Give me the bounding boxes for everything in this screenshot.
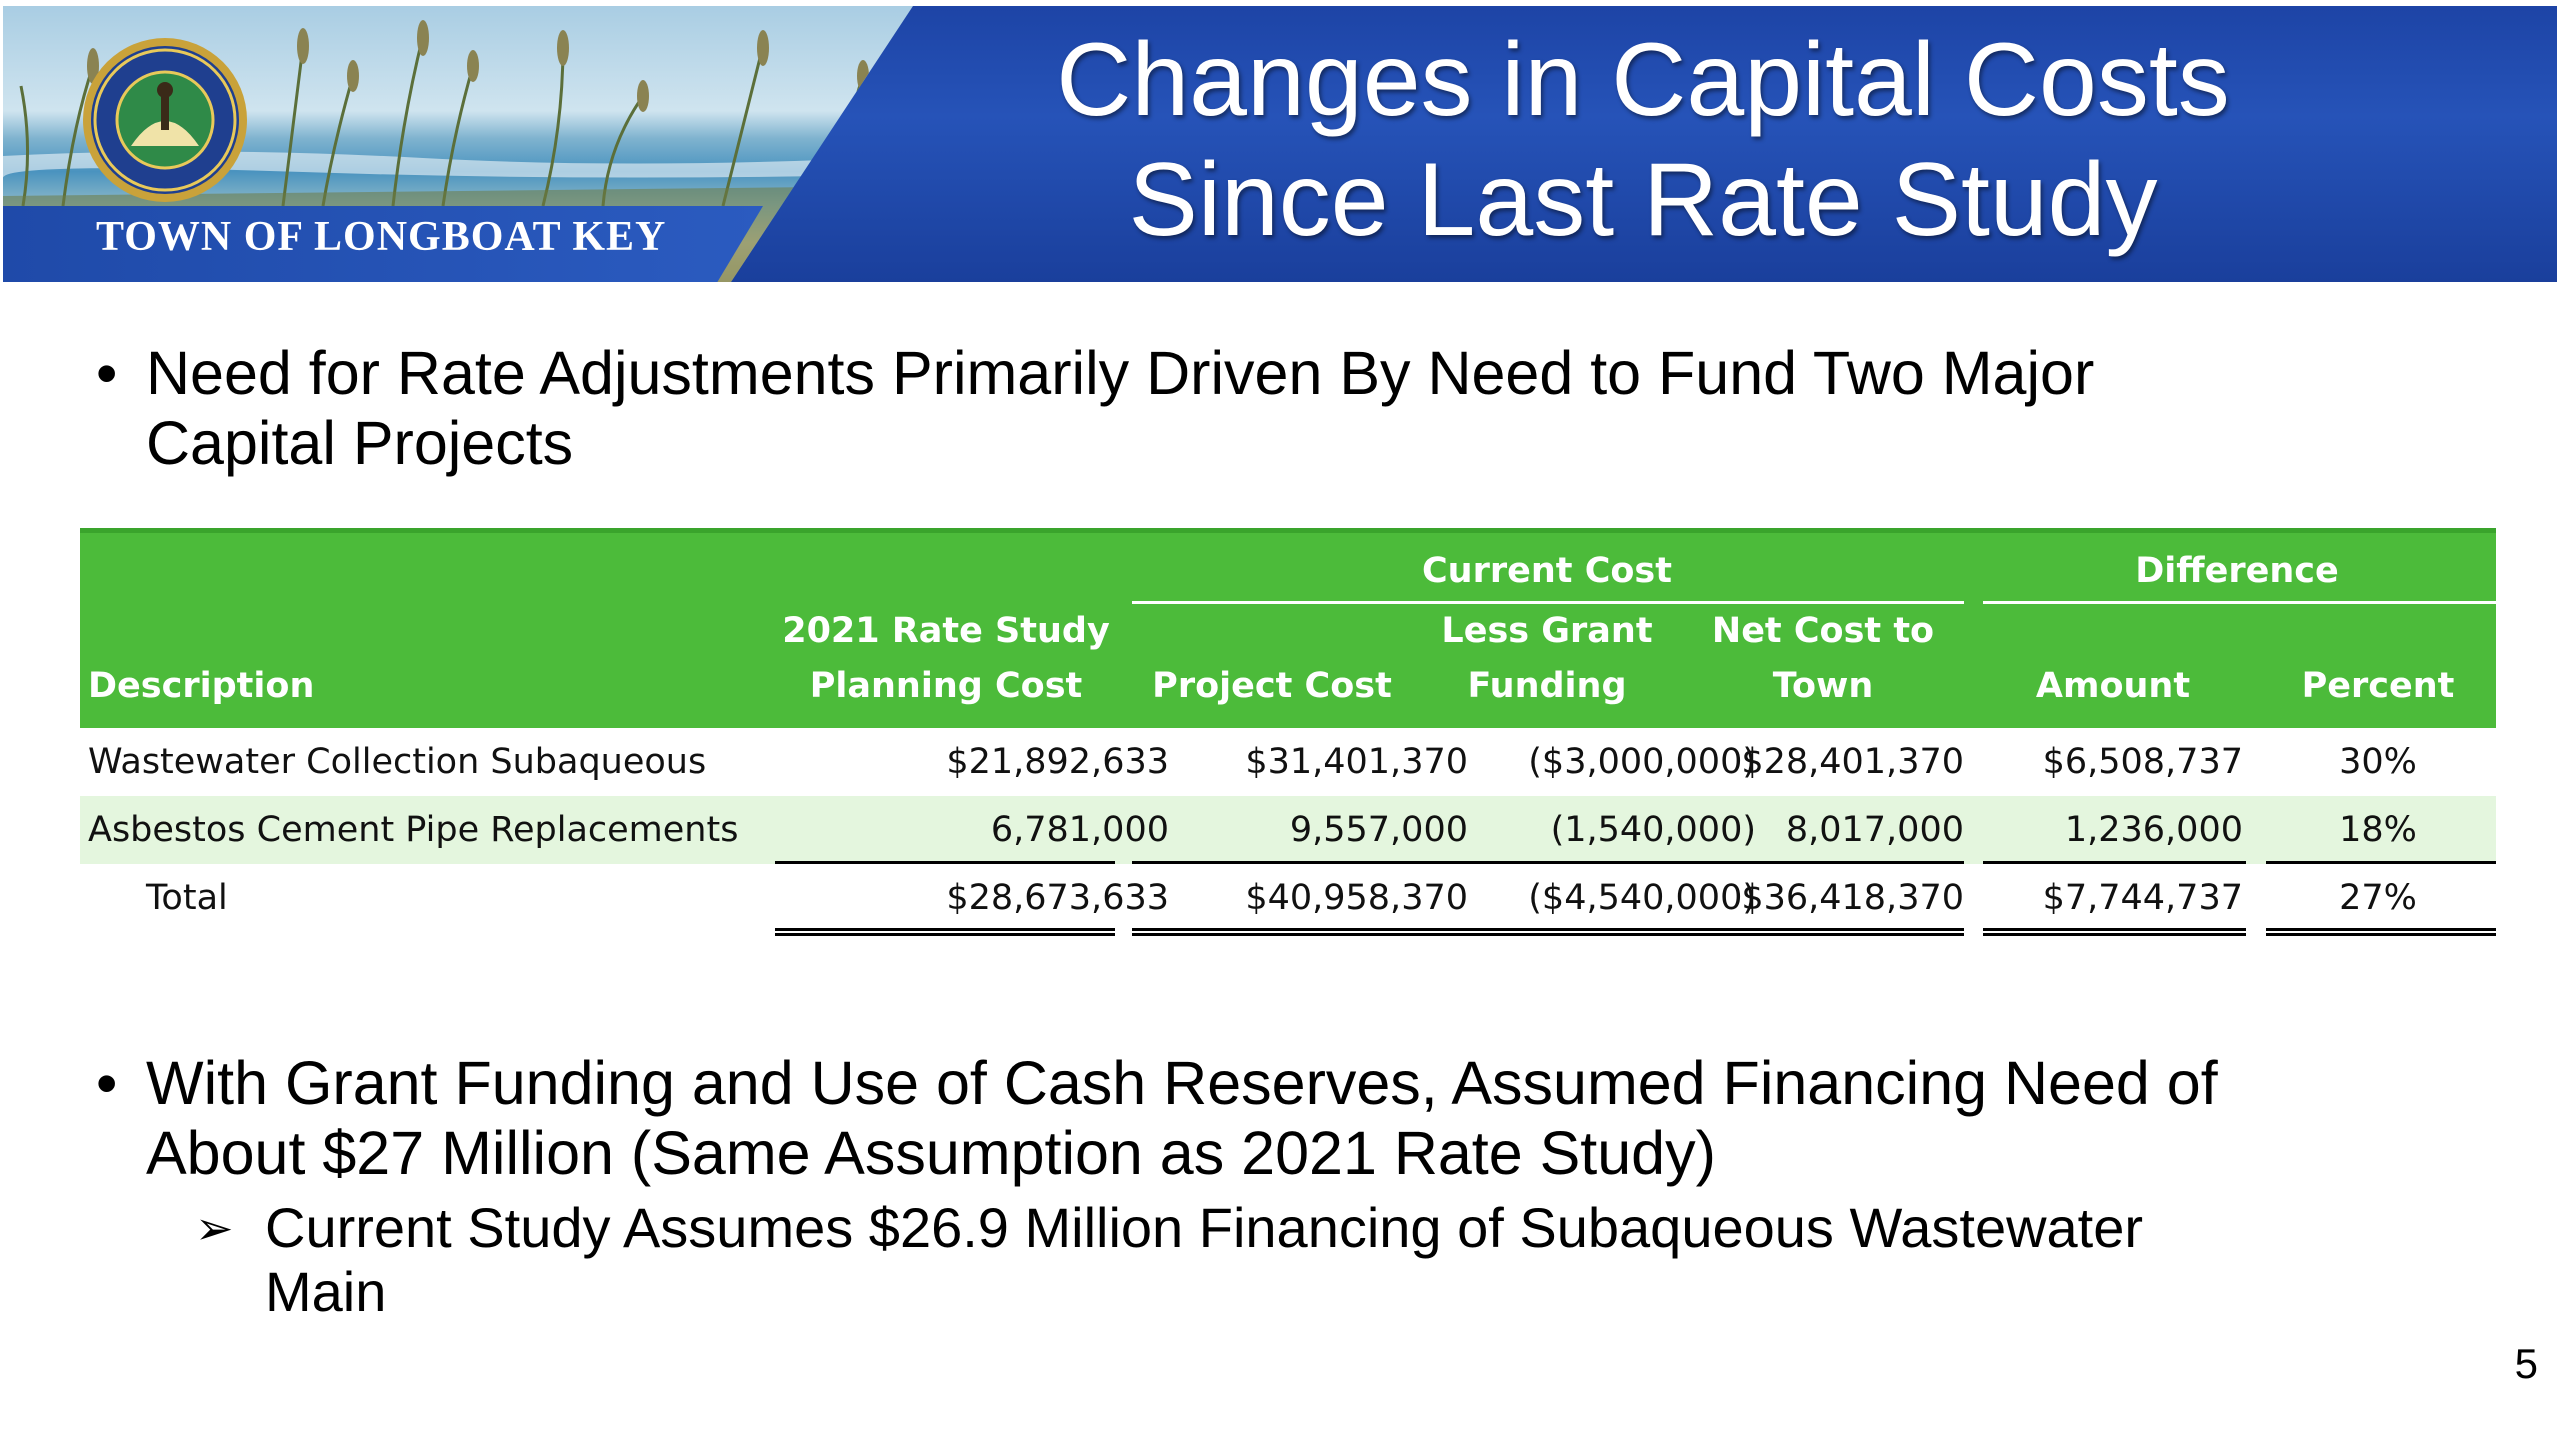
sub-bullet-item [195,1196,2465,1324]
cell-description: Asbestos Cement Pipe Replacements [88,810,739,850]
cell-net-cost: 8,017,000 [1785,810,1964,850]
group-rule [1132,601,1964,604]
cell-planning-cost: 6,781,000 [990,810,1169,850]
cell-planning-cost: $21,892,633 [946,742,1169,782]
cell-percent: 18% [2339,810,2417,850]
cell-amount: 1,236,000 [2064,810,2243,850]
bullet-text-line: With Grant Funding and Use of Cash Reserves, Assumed Financing Need of [146,1049,2218,1117]
table-row [80,728,2496,796]
slide-title-line1: Changes in Capital Costs [1056,22,2230,138]
organization-name: TOWN OF LONGBOAT KEY [96,214,667,260]
col-header-amount: Amount [2035,666,2191,706]
bullet-item [96,1048,2496,1188]
col-header-net-cost-line2: Town [1772,666,1874,706]
cell-total-net-cost: $36,418,370 [1741,878,1964,918]
cell-project-cost: $31,401,370 [1245,742,1468,782]
bullet-text-line: Need for Rate Adjustments Primarily Driven By Need to Fund Two Major [146,339,2095,407]
header-banner [3,6,2557,282]
bullet-text-line: About $27 Million (Same Assumption as 2021 Rate Study) [146,1119,1716,1187]
cell-less-grant: ($3,000,000) [1528,742,1756,782]
table-header [80,528,2496,728]
arrow-bullet-icon: ➢ [195,1201,234,1255]
cell-project-cost: 9,557,000 [1289,810,1468,850]
table-row [80,796,2496,864]
group-header-current-cost: Current Cost [1422,551,1672,591]
table-total-row [80,864,2496,932]
cell-amount: $6,508,737 [2042,742,2243,782]
town-seal-icon [81,36,249,204]
cell-total-planning-cost: $28,673,633 [946,878,1169,918]
cell-total-less-grant: ($4,540,000) [1528,878,1756,918]
cell-total-project-cost: $40,958,370 [1245,878,1468,918]
col-header-less-grant-line2: Funding [1467,666,1627,706]
cell-description: Wastewater Collection Subaqueous [88,742,707,782]
cell-percent: 30% [2339,742,2417,782]
col-header-project-cost: Project Cost [1152,666,1392,706]
cell-total-label: Total [146,878,228,918]
sub-bullet-text-line: Main [265,1260,387,1323]
page-number: 5 [2514,1340,2538,1387]
group-header-difference: Difference [2135,551,2339,591]
col-header-net-cost-line1: Net Cost to [1711,611,1935,651]
total-double-rule [1132,928,1964,936]
cell-net-cost: $28,401,370 [1741,742,1964,782]
total-double-rule [2266,928,2496,936]
bullet-item [96,338,2446,478]
col-header-less-grant-line1: Less Grant [1441,611,1653,651]
col-header-percent: Percent [2301,666,2455,706]
cell-less-grant: (1,540,000) [1550,810,1756,850]
capital-costs-table [80,528,2496,932]
col-header-planning-line2: Planning Cost [809,666,1083,706]
col-header-description: Description [88,666,315,706]
cell-total-percent: 27% [2339,878,2417,918]
slide-title-line2: Since Last Rate Study [1128,142,2158,258]
bullet-text-line: Capital Projects [146,409,574,477]
col-header-planning-line1: 2021 Rate Study [782,611,1110,651]
total-double-rule [775,928,1115,936]
bullet-dot-icon: • [96,1049,118,1117]
total-double-rule [1983,928,2246,936]
cell-total-amount: $7,744,737 [2042,878,2243,918]
sub-bullet-text-line: Current Study Assumes $26.9 Million Financing of Subaqueous Wastewater [265,1196,2144,1259]
group-rule [1983,601,2496,604]
bullet-dot-icon: • [96,339,118,407]
